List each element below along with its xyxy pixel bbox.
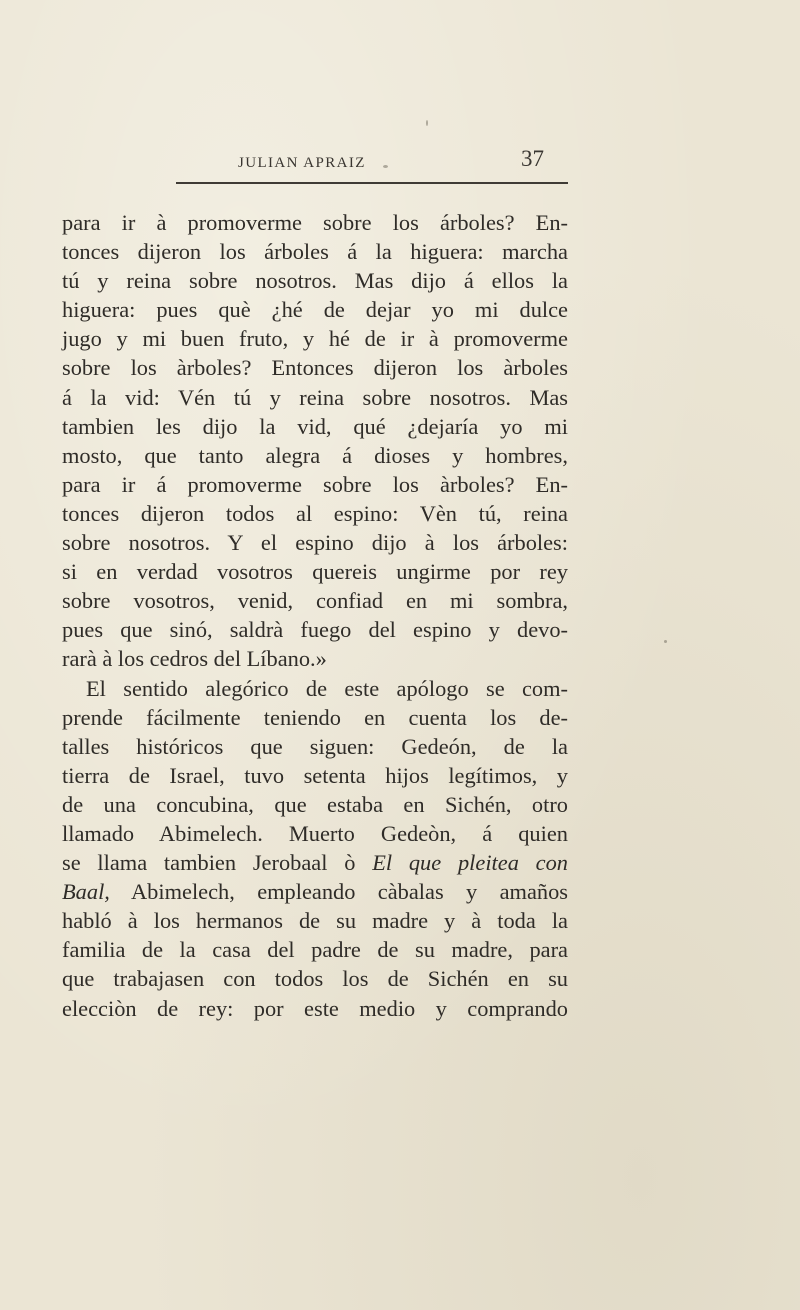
text-line: tierra de Israel, tuvo setenta hijos legítimos, y (62, 762, 568, 788)
text-line: llamado Abimelech. Muerto Gedeòn, á quien (62, 820, 568, 846)
text-line: sobre los àrboles? Entonces dijeron los àrboles (62, 355, 568, 381)
text-line: talles históricos que siguen: Gedeón, de la (62, 733, 568, 759)
text-segment: Abimelech, empleando càbalas y amaños (109, 879, 568, 905)
italic-phrase: El que pleitea con (372, 850, 568, 876)
text-line: para ir á promoverme sobre los àrboles? En- (62, 471, 568, 497)
running-head: JULIAN APRAIZ (238, 155, 366, 171)
text-line: tonces dijeron los árboles á la higuera: marcha (62, 239, 568, 265)
paper-speck (426, 120, 428, 126)
text-line-mixed (62, 877, 568, 906)
text-line: tú y reina sobre nosotros. Mas dijo á ellos la (62, 268, 568, 294)
paper-speck (664, 640, 667, 643)
text-line: habló à los hermanos de su madre y à toda la (62, 908, 568, 934)
text-line: higuera: pues què ¿hé de dejar yo mi dulce (62, 297, 568, 323)
text-line: para ir à promoverme sobre los árboles? En- (62, 210, 568, 235)
body-text (62, 208, 568, 1023)
text-line: si en verdad vosotros quereis ungirme por rey (62, 559, 568, 585)
paper-speck (383, 165, 388, 168)
text-line: pues que sinó, saldrà fuego del espino y devo- (62, 617, 568, 643)
text-line: mosto, que tanto alegra á dioses y hombres, (62, 442, 568, 468)
text-line: á la vid: Vén tú y reina sobre nosotros. Mas (62, 384, 568, 410)
text-line-mixed (62, 848, 568, 877)
text-line: tambien les dijo la vid, qué ¿dejaría yo mi (62, 413, 568, 439)
text-line: prende fácilmente teniendo en cuenta los de- (62, 704, 568, 730)
text-line: El sentido alegórico de este apólogo se com- (86, 675, 568, 701)
text-line: elecciòn de rey: por este medio y comprando (62, 995, 568, 1021)
text-line: jugo y mi buen fruto, y hé de ir à promoverme (62, 326, 568, 352)
text-line: rarà à los cedros del Líbano.» (62, 646, 327, 672)
text-line: que trabajasen con todos los de Sichén en su (62, 966, 568, 992)
text-line: familia de la casa del padre de su madre, para (62, 937, 568, 963)
text-line: sobre vosotros, venid, confiad en mi sombra, (62, 588, 568, 614)
text-line: tonces dijeron todos al espino: Vèn tú, reina (62, 500, 568, 526)
text-line: sobre nosotros. Y el espino dijo à los árboles: (62, 530, 568, 556)
text-line: de una concubina, que estaba en Sichén, otro (62, 791, 568, 817)
page-number: 37 (521, 146, 544, 171)
text-segment: se llama tambien Jerobaal ò (62, 850, 356, 876)
italic-phrase: Baal, (62, 879, 110, 905)
page-header (176, 146, 568, 176)
header-rule (176, 182, 568, 184)
